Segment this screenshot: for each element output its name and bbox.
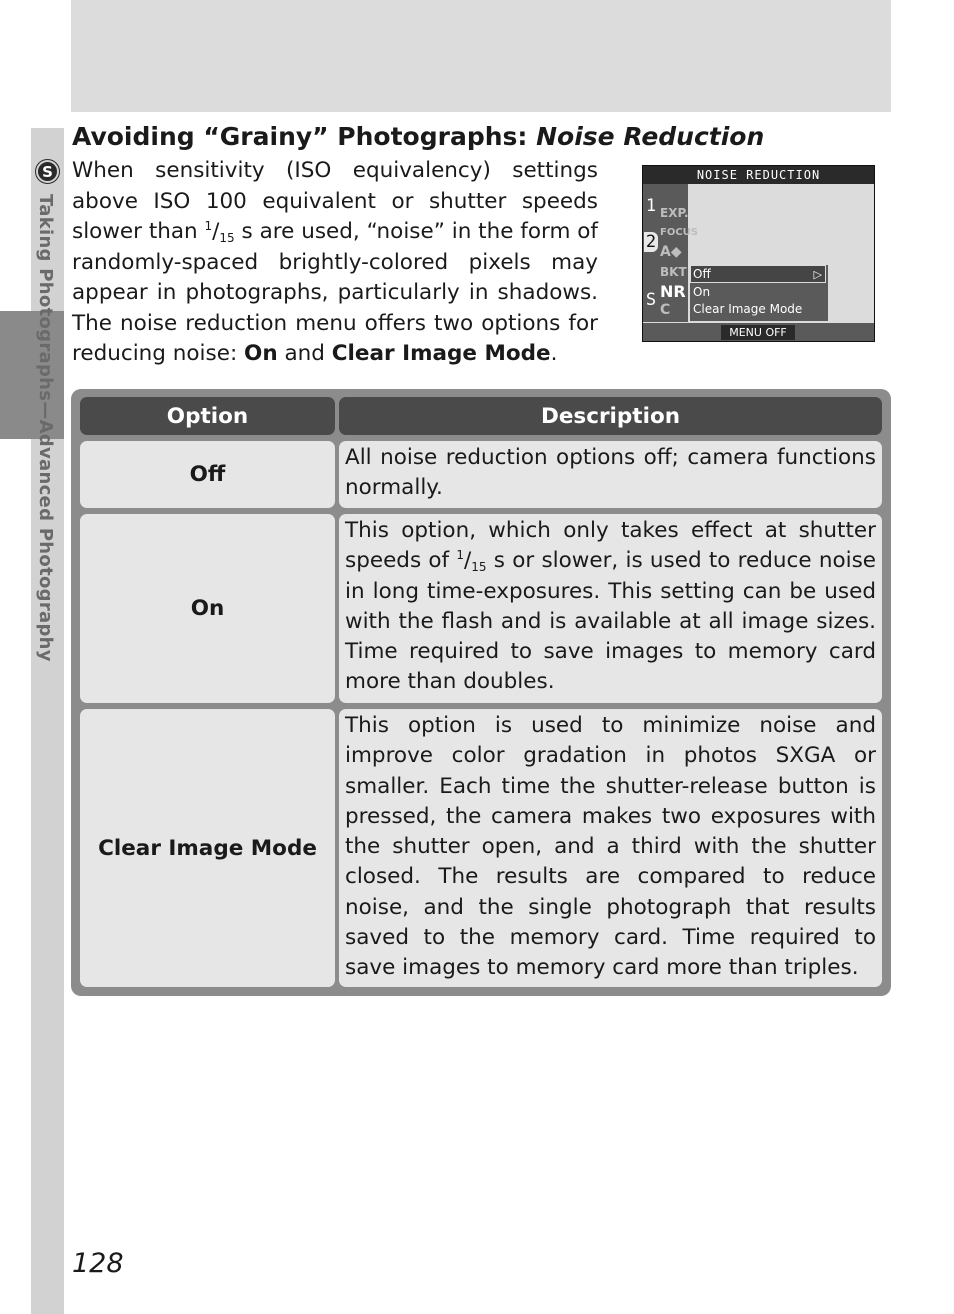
option-clear-image-mode: Clear Image Mode <box>80 709 335 987</box>
lcd-option-off-label: Off <box>693 267 711 281</box>
option-on: On <box>80 514 335 703</box>
options-table <box>71 389 891 996</box>
intro-and: and <box>277 341 332 366</box>
intro-paragraph: When sensitivity (ISO equivalency) settings above ISO 100 equivalent or shutter speeds slower than $^1/_{15}$ s are used, “noise” in the form of randomly-spaced brightly-colored pixels may appear in photographs, particularly in shadows. The noise reduction menu offers two options for reducing noise: On and Clear Image Mode. <box>72 158 598 366</box>
icon-letter: S <box>42 162 53 181</box>
header-band <box>71 0 891 112</box>
fraction-numerator: 1 <box>456 548 464 563</box>
lcd-option-on: On <box>693 285 711 299</box>
camera-menu-screenshot <box>642 165 875 342</box>
shooting-mode-s-icon <box>36 160 59 183</box>
header-description: Description <box>339 397 882 435</box>
lcd-tab-s: S <box>645 290 657 310</box>
description-on: This option, which only takes effect at shutter speeds of $^1/_{15}$ s or slower, is used to reduce noise in long time-exposures. This setting can be used with the flash and is available at all image sizes. Time required to save images to memory card more than doubles. <box>339 514 882 703</box>
title-emphasis: Noise Reduction <box>536 122 765 151</box>
description-clear-image-mode: This option is used to minimize noise and improve color gradation in photos SXGA or smaller. Each time the shutter-release button is pressed, the camera makes two exposures with the shutter open, and a third with the shutter closed. The results are compared to reduce noise, and the single photograph that results saved to the memory card. Time required to save images to memory card more than triples. <box>339 709 882 987</box>
fraction-denominator: 15 <box>471 560 487 575</box>
lcd-title: NOISE REDUCTION <box>643 166 874 184</box>
lcd-tab-2: 2 <box>645 232 657 252</box>
nr-icon: NR <box>660 282 686 301</box>
description-on-text-2: s or slower, is used to reduce noise in long time-exposures. This setting can be used with the flash and is available at all image sizes. Time required to save images to memory card more than doubles. <box>345 548 877 695</box>
fraction-numerator: 1 <box>204 219 213 233</box>
intro-text-1: When sensitivity (ISO equivalency) settings above ISO 100 equivalent or shutter speeds slower than <box>72 158 598 244</box>
header-option: Option <box>80 397 335 435</box>
intro-option-on: On <box>244 341 278 366</box>
focus-icon: FOCUS <box>660 227 698 238</box>
c-icon: C <box>660 302 671 318</box>
lcd-menu-off: MENU OFF <box>721 325 795 340</box>
description-off: All noise reduction options off; camera functions normally. <box>339 441 882 508</box>
intro-end: . <box>550 341 558 366</box>
option-off: Off <box>80 441 335 508</box>
lcd-tab-column <box>643 184 698 322</box>
lcd-option-off <box>690 265 826 283</box>
intro-option-clear: Clear Image Mode <box>331 341 551 366</box>
page-number: 128 <box>72 1248 124 1279</box>
lcd-tab-1: 1 <box>645 196 657 216</box>
section-side-label: Taking Photographs—Advanced Photography <box>35 194 56 662</box>
lcd-options-menu <box>690 265 828 321</box>
play-arrow-icon: ▷ <box>813 268 822 281</box>
bkt-icon: BKT <box>660 265 687 279</box>
exp-icon: EXP. <box>660 206 689 220</box>
fraction-denominator: 15 <box>219 231 235 245</box>
af-area-icon: A◆ <box>660 244 682 260</box>
title-prefix: Avoiding “Grainy” Photographs: <box>72 122 537 151</box>
page-title <box>72 122 764 151</box>
lcd-option-clear: Clear Image Mode <box>693 302 803 316</box>
description-on-text-1: This option, which only takes effect at shutter speeds of <box>345 518 876 574</box>
intro-text-2: s are used, “noise” in the form of randomly-spaced brightly-colored pixels may appear in photographs, particularly in shadows. The noise reduction menu offers two options for reducing noise: <box>72 219 598 366</box>
